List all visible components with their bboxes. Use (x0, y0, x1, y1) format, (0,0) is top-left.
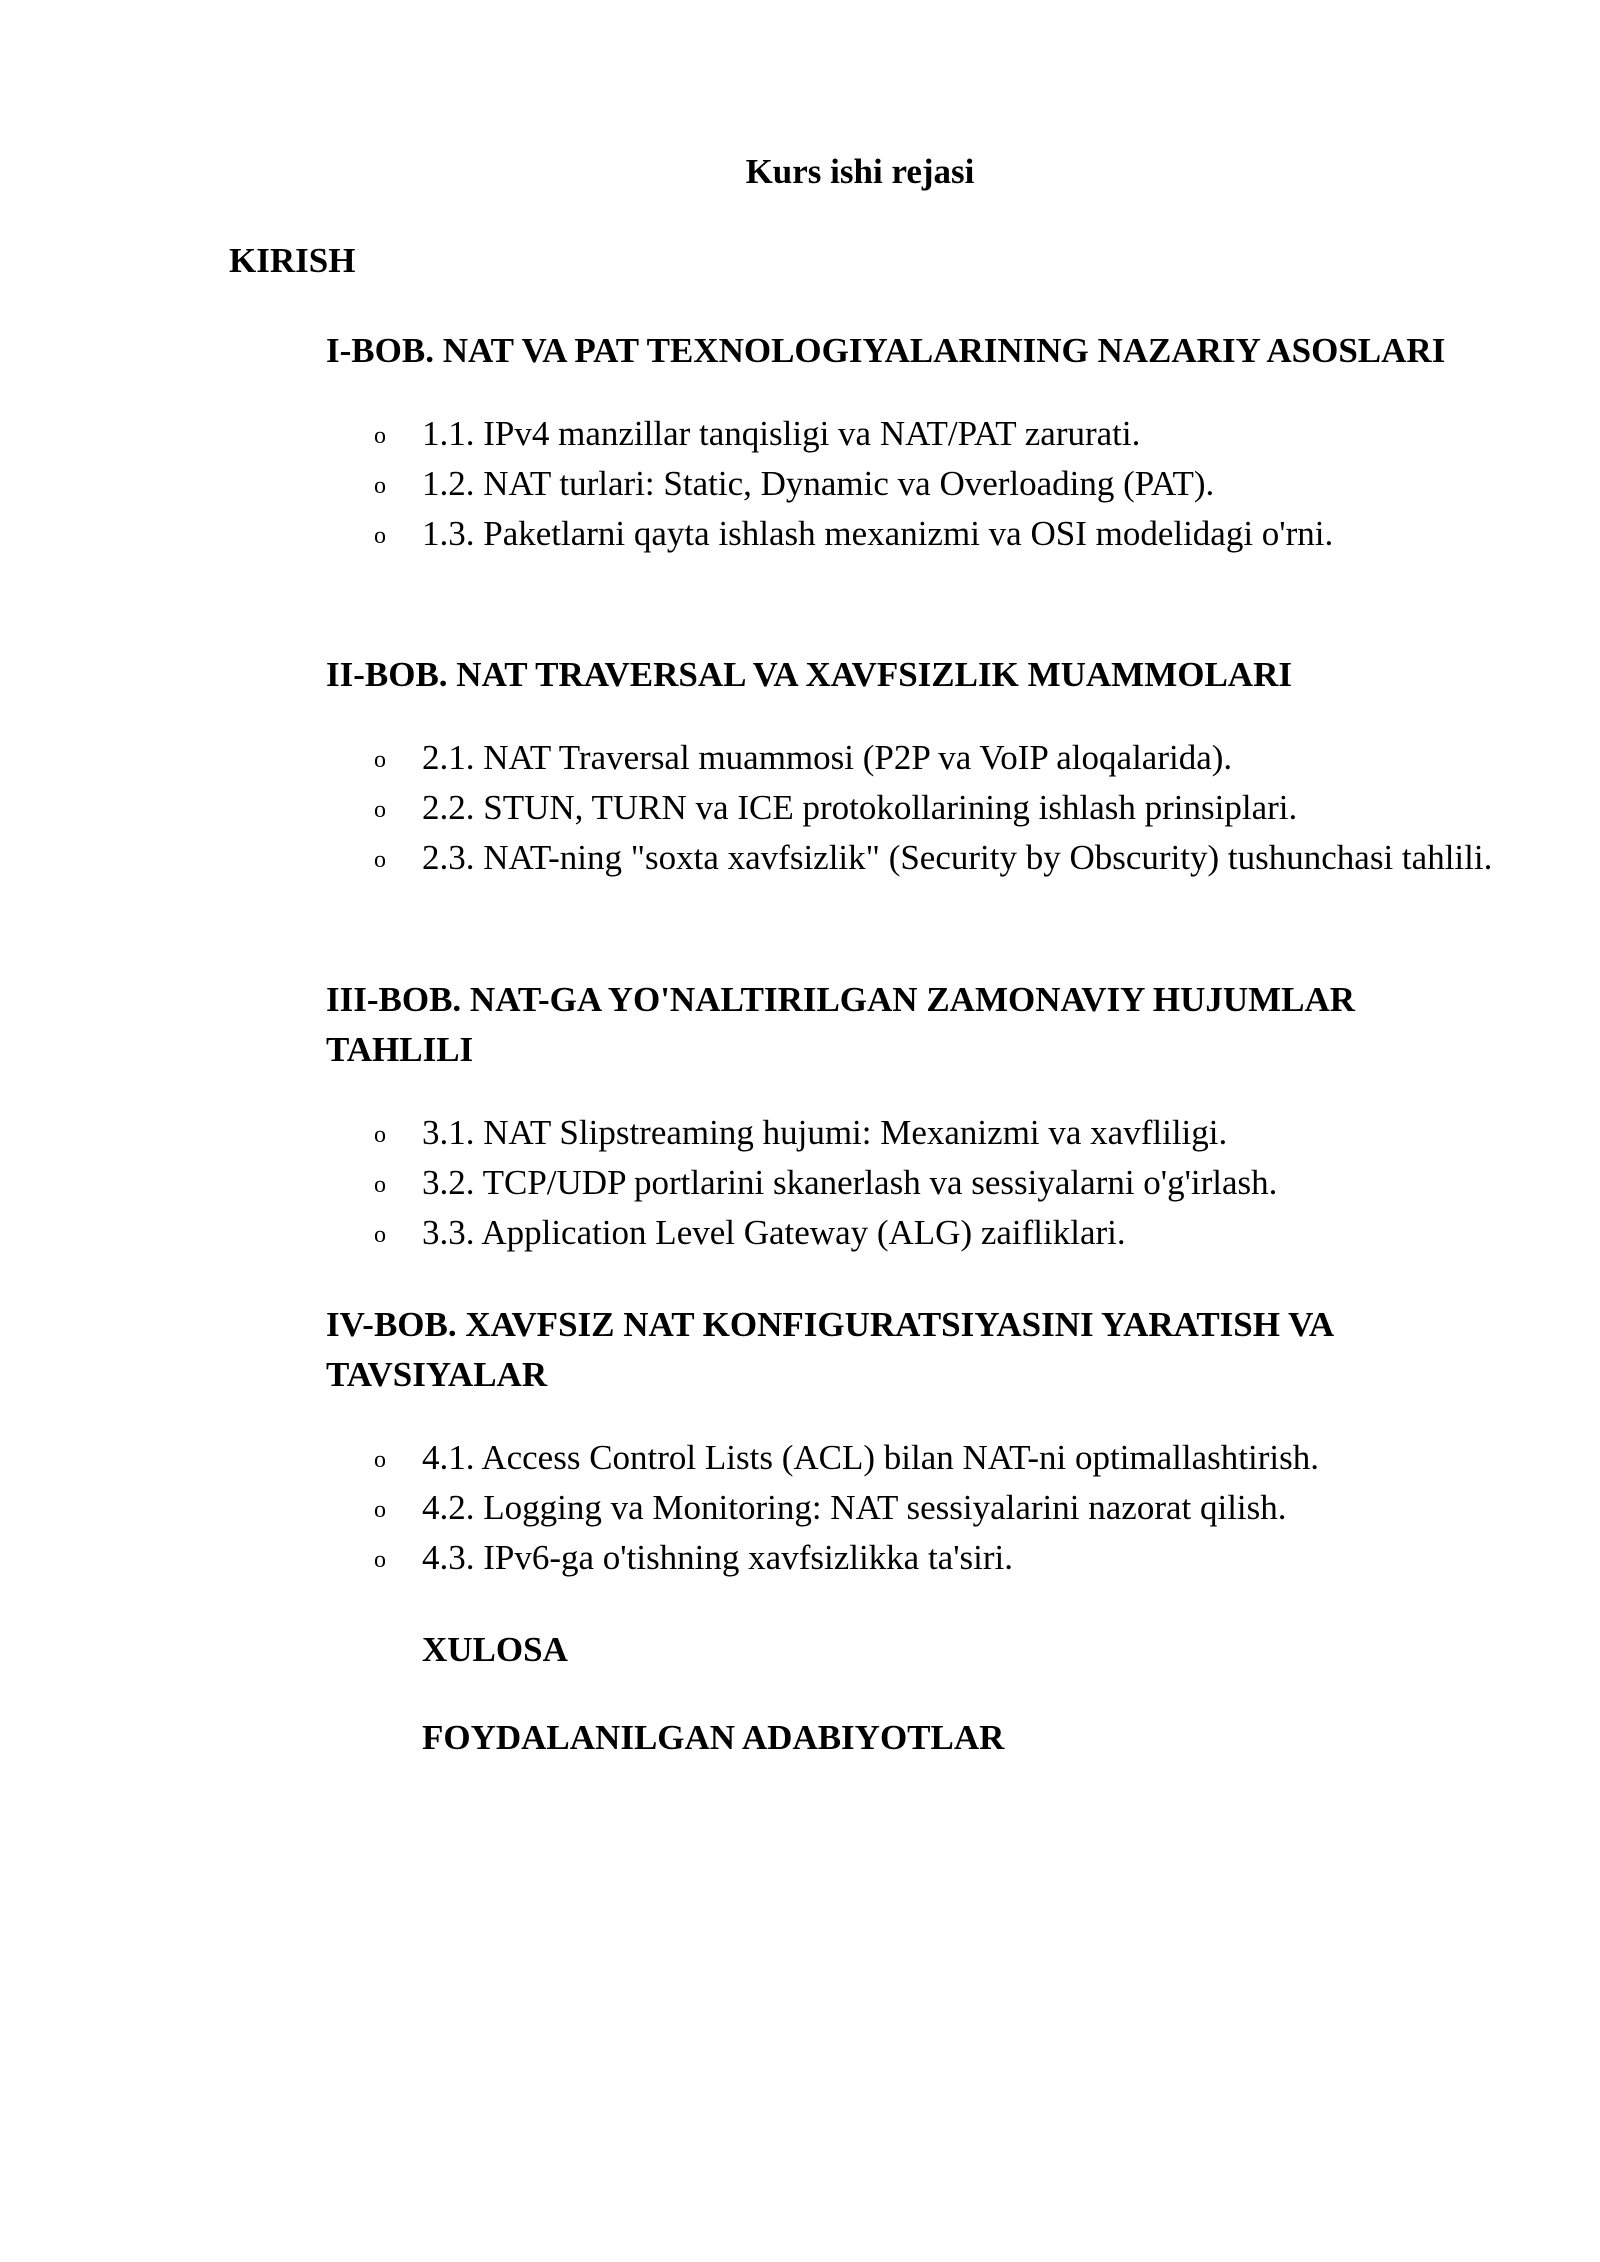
bullet-icon: o (374, 473, 386, 499)
conclusion-heading: XULOSA (422, 1630, 568, 1669)
bullet-icon: o (374, 1447, 386, 1473)
intro-heading: KIRISH (229, 241, 356, 280)
list-item-text: 3.3. Application Level Gateway (ALG) zaifliklari. (422, 1213, 1126, 1252)
references-heading: FOYDALANILGAN ADABIYOTLAR (422, 1718, 1005, 1757)
list-item (326, 783, 1506, 833)
chapter-heading: I-BOB. NAT VA PAT TEXNOLOGIYALARINING NAZARIY ASOSLARI (326, 331, 1446, 370)
chapter-heading: IV-BOB. XAVFSIZ NAT KONFIGURATSIYASINI YARATISH VA TAVSIYALAR (326, 1305, 1333, 1394)
list-item-text: 4.1. Access Control Lists (ACL) bilan NAT-ni optimallashtirish. (422, 1438, 1319, 1477)
chapter-items (326, 1108, 1506, 1258)
list-item (326, 733, 1506, 783)
list-item (326, 509, 1506, 559)
list-item-text: 2.3. NAT-ning "soxta xavfsizlik" (Security by Obscurity) tushunchasi tahlili. (422, 838, 1493, 877)
list-item-text: 1.3. Paketlarni qayta ishlash mexanizmi va OSI modelidagi o'rni. (422, 514, 1334, 553)
list-item-text: 4.3. IPv6-ga o'tishning xavfsizlikka ta'siri. (422, 1538, 1014, 1577)
list-item-text: 2.2. STUN, TURN va ICE protokollarining ishlash prinsiplari. (422, 788, 1298, 827)
chapter-3 (326, 975, 1506, 1258)
chapter-4 (326, 1300, 1506, 1583)
list-item-text: 4.2. Logging va Monitoring: NAT sessiyalarini nazorat qilish. (422, 1488, 1287, 1527)
bullet-icon: o (374, 797, 386, 823)
list-item (326, 459, 1506, 509)
chapter-2 (326, 650, 1506, 883)
document-title: Kurs ishi rejasi (745, 152, 975, 191)
chapter-1 (326, 326, 1506, 559)
list-item (326, 1208, 1506, 1258)
chapter-items (326, 409, 1506, 559)
list-item-text: 1.2. NAT turlari: Static, Dynamic va Overloading (PAT). (422, 464, 1215, 503)
bullet-icon: o (374, 1122, 386, 1148)
list-item (326, 833, 1506, 883)
chapter-items (326, 733, 1506, 883)
chapter-heading: III-BOB. NAT-GA YO'NALTIRILGAN ZAMONAVIY HUJUMLAR TAHLILI (326, 980, 1356, 1069)
bullet-icon: o (374, 1497, 386, 1523)
bullet-icon: o (374, 1172, 386, 1198)
bullet-icon: o (374, 1547, 386, 1573)
list-item-text: 1.1. IPv4 manzillar tanqisligi va NAT/PAT zarurati. (422, 414, 1141, 453)
bullet-icon: o (374, 1222, 386, 1248)
bullet-icon: o (374, 847, 386, 873)
chapter-heading: II-BOB. NAT TRAVERSAL VA XAVFSIZLIK MUAMMOLARI (326, 655, 1292, 694)
bullet-icon: o (374, 423, 386, 449)
list-item (326, 1108, 1506, 1158)
list-item-text: 3.2. TCP/UDP portlarini skanerlash va sessiyalarni o'g'irlash. (422, 1163, 1278, 1202)
list-item-text: 3.1. NAT Slipstreaming hujumi: Mexanizmi va xavfliligi. (422, 1113, 1228, 1152)
list-item (326, 1483, 1506, 1533)
list-item-text: 2.1. NAT Traversal muammosi (P2P va VoIP aloqalarida). (422, 738, 1233, 777)
list-item (326, 1533, 1506, 1583)
list-item (326, 1158, 1506, 1208)
chapter-items (326, 1433, 1506, 1583)
bullet-icon: o (374, 747, 386, 773)
list-item (326, 409, 1506, 459)
bullet-icon: o (374, 523, 386, 549)
list-item (326, 1433, 1506, 1483)
